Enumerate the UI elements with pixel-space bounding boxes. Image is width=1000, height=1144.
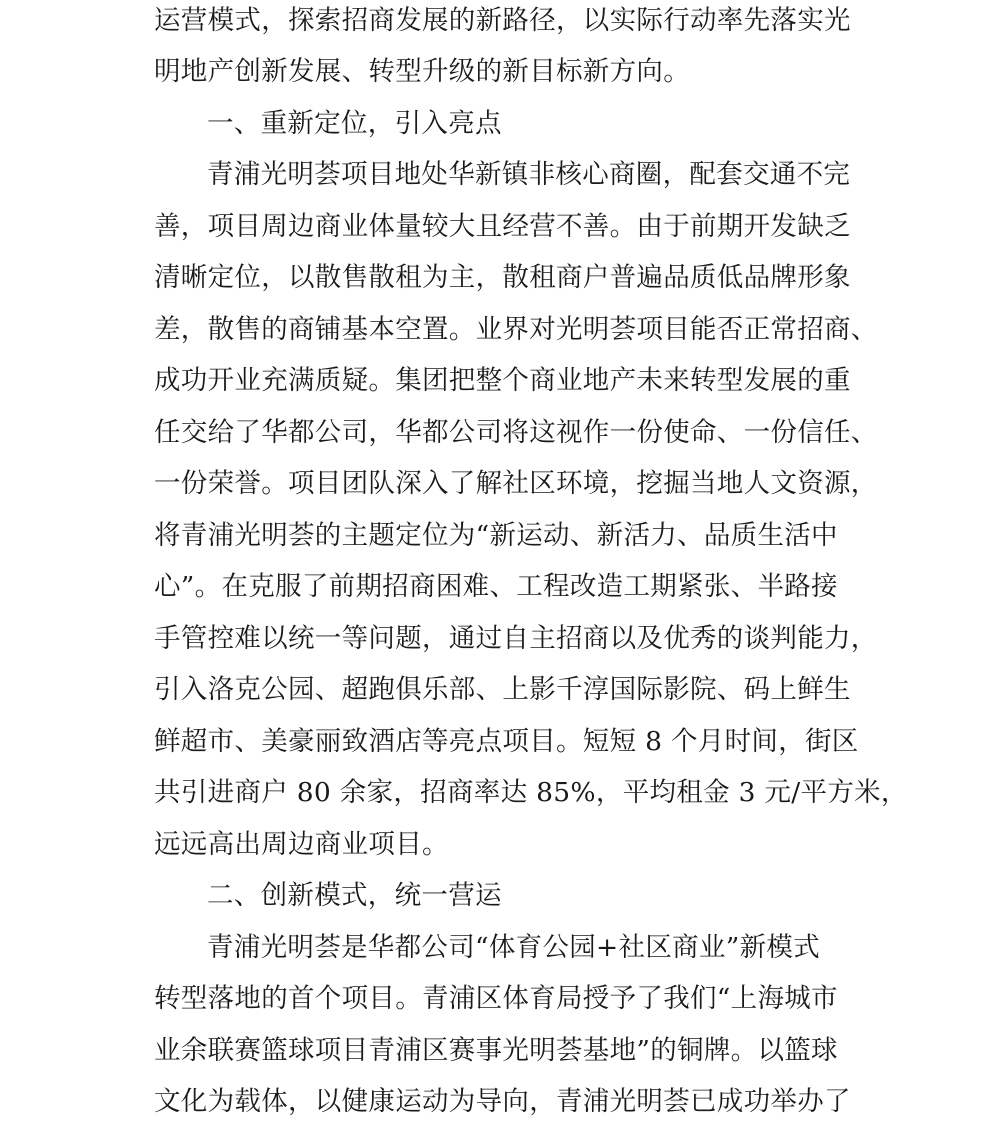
paragraph-line: 清晰定位，以散售散租为主，散租商户普遍品质低品牌形象 <box>154 262 851 293</box>
paragraph-line: 鲜超市、美豪丽致酒店等亮点项目。短短 8 个月时间，街区 <box>154 726 859 757</box>
paragraph-line: 一份荣誉。项目团队深入了解社区环境，挖掘当地人文资源， <box>154 468 878 499</box>
paragraph-line: 远远高出周边商业项目。 <box>154 829 449 860</box>
paragraph-line: 文化为载体，以健康运动为导向，青浦光明荟已成功举办了 <box>154 1086 851 1117</box>
paragraph-line: 心”。在克服了前期招商困难、工程改造工期紧张、半路接 <box>154 571 838 602</box>
paragraph-line: 任交给了华都公司，华都公司将这视作一份使命、一份信任、 <box>154 417 878 448</box>
paragraph-line: 差，散售的商铺基本空置。业界对光明荟项目能否正常招商、 <box>154 314 878 345</box>
paragraph-line: 引入洛克公园、超跑俱乐部、上影千淳国际影院、码上鲜生 <box>154 674 851 705</box>
paragraph-line: 转型落地的首个项目。青浦区体育局授予了我们“上海城市 <box>154 983 838 1014</box>
paragraph-line: 青浦光明荟项目地处华新镇非核心商圈，配套交通不完 <box>207 159 851 190</box>
paragraph-line: 将青浦光明荟的主题定位为“新运动、新活力、品质生活中 <box>154 520 838 551</box>
section-heading: 一、重新定位，引入亮点 <box>207 108 502 139</box>
paragraph-line: 明地产创新发展、转型升级的新目标新方向。 <box>154 56 690 87</box>
paragraph-line: 业余联赛篮球项目青浦区赛事光明荟基地”的铜牌。以篮球 <box>154 1035 838 1066</box>
paragraph-line: 成功开业充满质疑。集团把整个商业地产未来转型发展的重 <box>154 365 851 396</box>
paragraph-line: 运营模式，探索招商发展的新路径，以实际行动率先落实光 <box>154 5 851 36</box>
section-heading: 二、创新模式，统一营运 <box>207 880 502 911</box>
paragraph-line: 手管控难以统一等问题，通过自主招商以及优秀的谈判能力， <box>154 623 878 654</box>
paragraph-line: 善，项目周边商业体量较大且经营不善。由于前期开发缺乏 <box>154 211 851 242</box>
paragraph-line: 共引进商户 80 余家，招商率达 85%，平均租金 3 元/平方米， <box>154 777 908 808</box>
paragraph-line: 青浦光明荟是华都公司“体育公园+社区商业”新模式 <box>207 932 820 963</box>
